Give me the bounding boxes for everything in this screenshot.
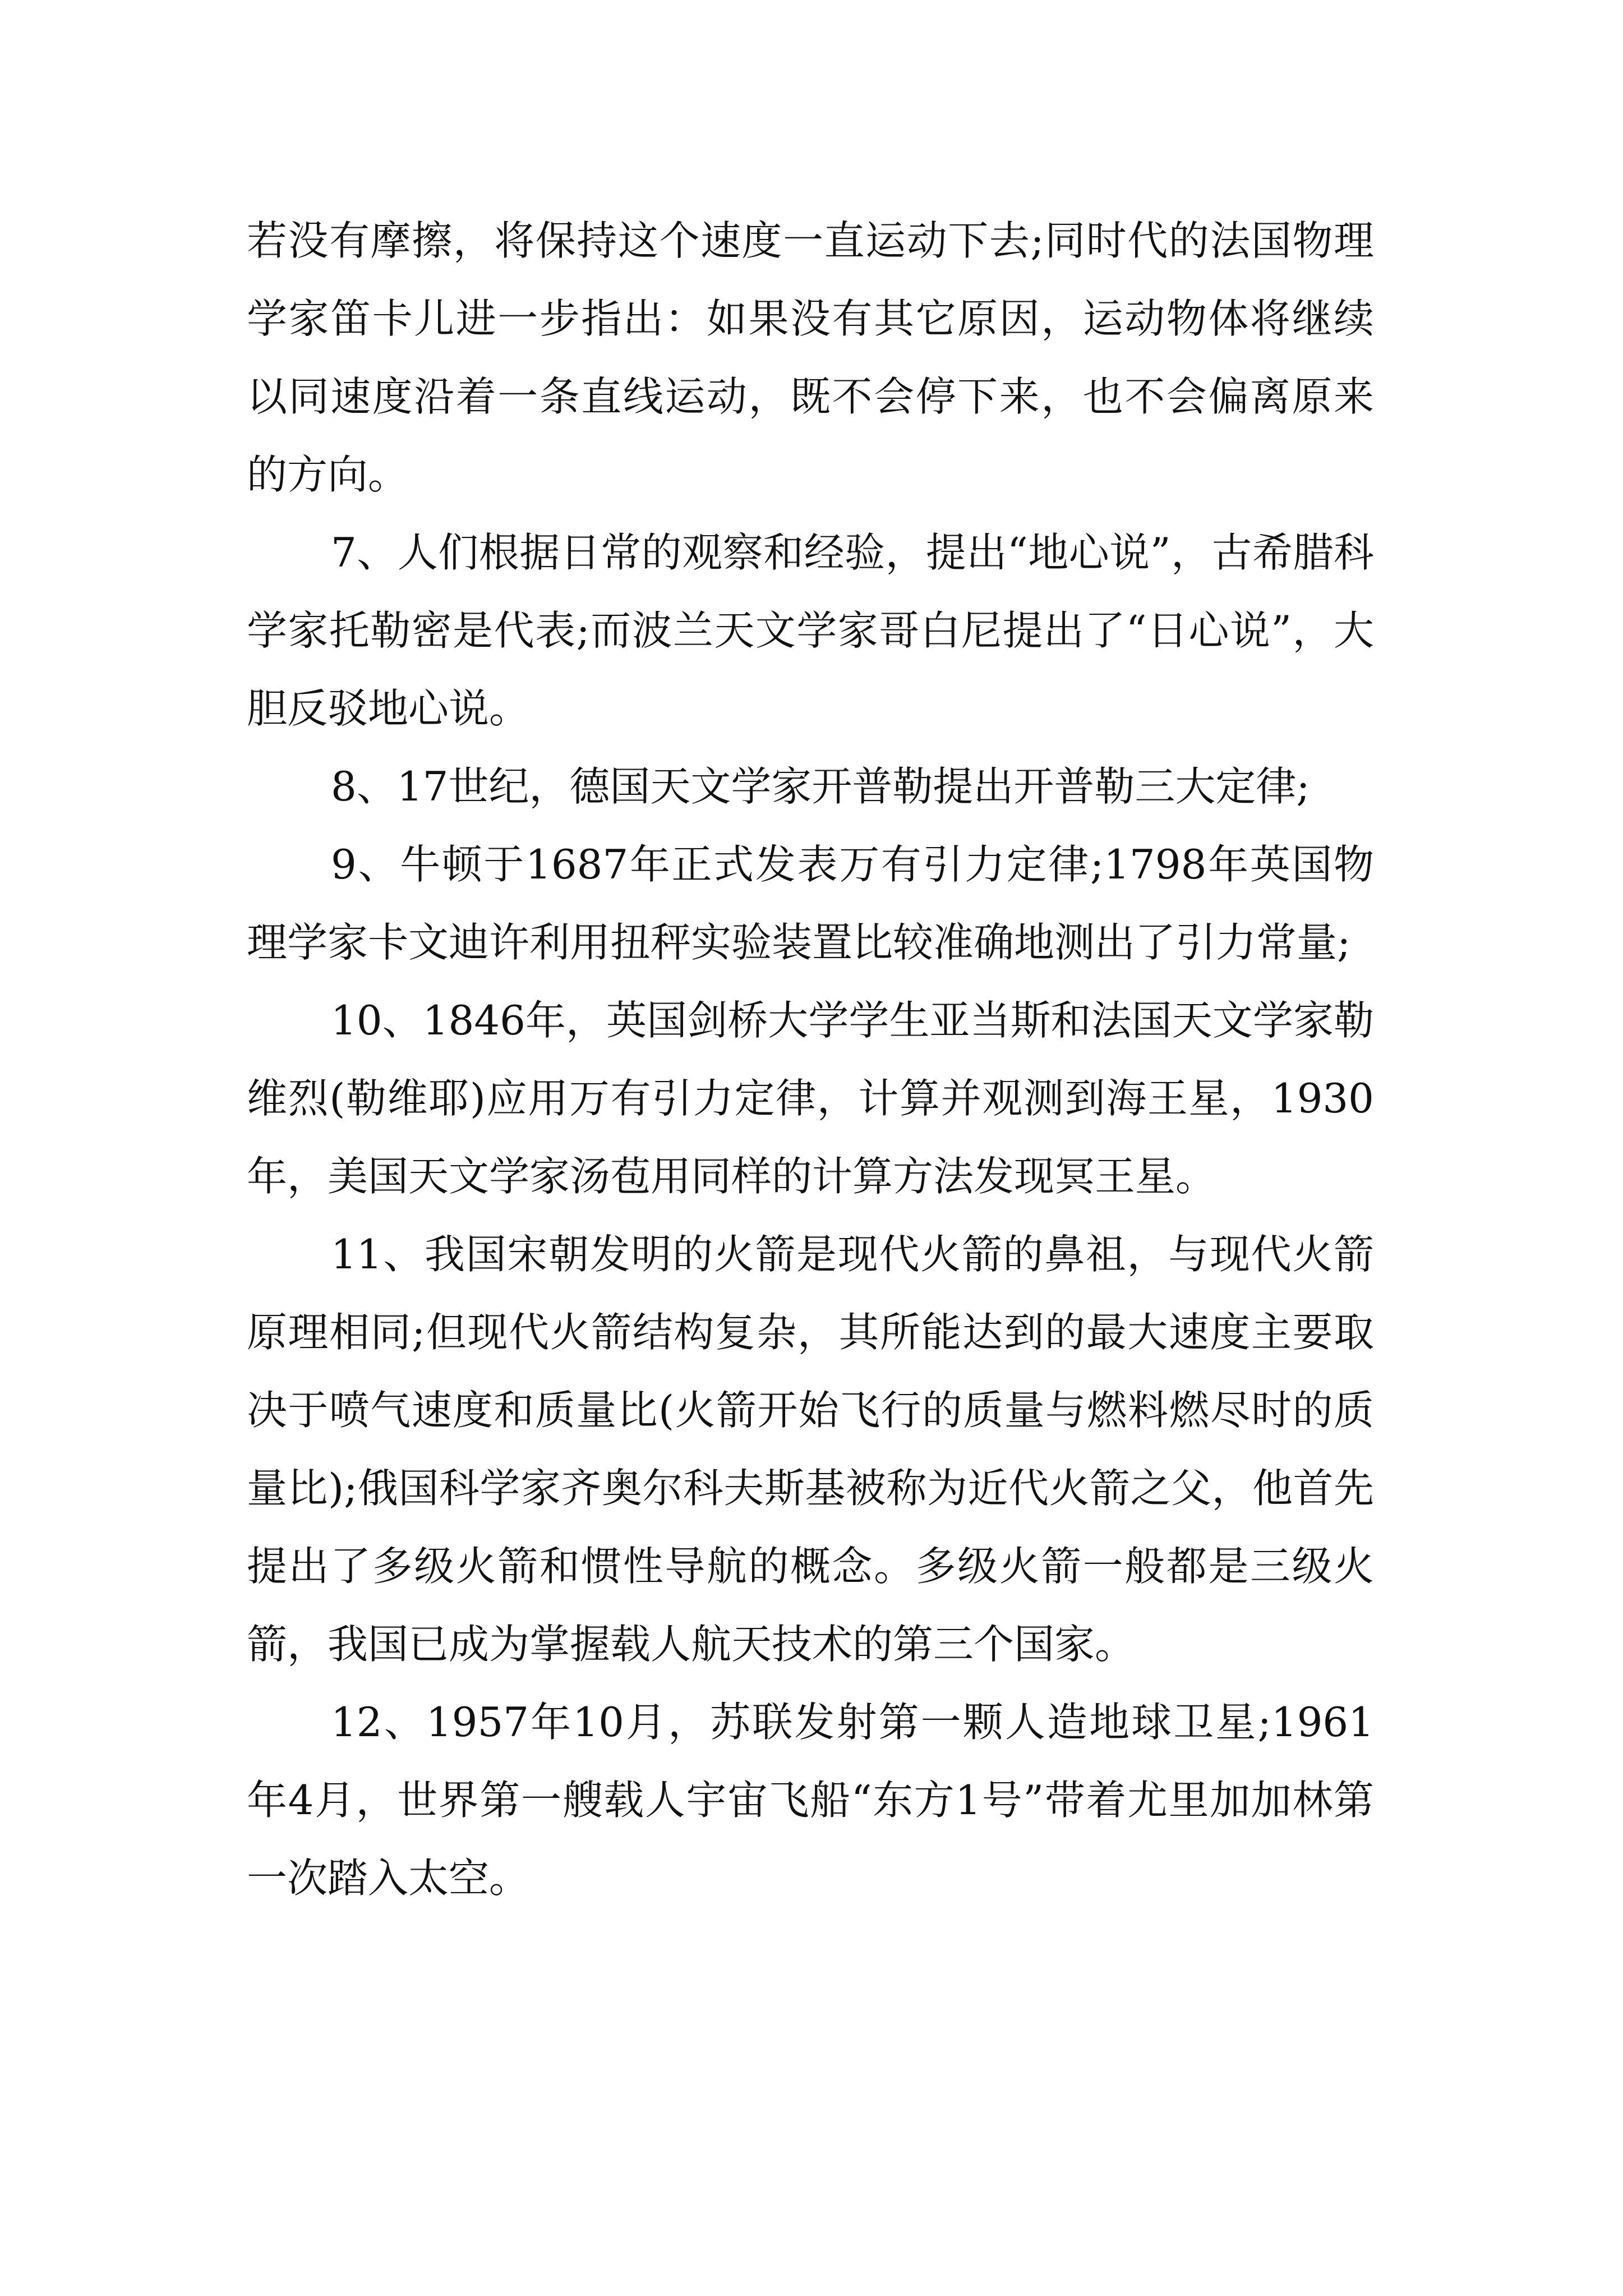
paragraph-item-9: 9、牛顿于1687年正式发表万有引力定律;1798年英国物理学家卡文迪许利用扭秤实验装置比较准确地测出了引力常量;: [247, 841, 1374, 966]
paragraph-item-10: 10、1846年，英国剑桥大学学生亚当斯和法国天文学家勒维烈(勒维耶)应用万有引力定律，计算并观测到海王星，1930年，美国天文学家汤苞用同样的计算方法发现冥王星。: [247, 997, 1374, 1200]
document-body: [247, 202, 1374, 1917]
paragraph-item-7: 7、人们根据日常的观察和经验，提出“地心说”，古希腊科学家托勒密是代表;而波兰天文学家哥白尼提出了“日心说”，大胆反驳地心说。: [247, 529, 1374, 732]
paragraph-item-12: 12、1957年10月，苏联发射第一颗人造地球卫星;1961年4月，世界第一艘载人宇宙飞船“东方1号”带着尤里加加林第一次踏入太空。: [247, 1699, 1374, 1902]
paragraph-continuation: 若没有摩擦，将保持这个速度一直运动下去;同时代的法国物理学家笛卡儿进一步指出：如果没有其它原因，运动物体将继续以同速度沿着一条直线运动，既不会停下来，也不会偏离原来的方向。: [247, 217, 1374, 498]
paragraph-item-8: 8、17世纪，德国天文学家开普勒提出开普勒三大定律;: [331, 763, 1310, 810]
paragraph-item-11: 11、我国宋朝发明的火箭是现代火箭的鼻祖，与现代火箭原理相同;但现代火箭结构复杂，其所能达到的最大速度主要取决于喷气速度和质量比(火箭开始飞行的质量与燃料燃尽时的质量比);俄国科学家齐奥尔科夫斯基被称为近代火箭之父，他首先提出了多级火箭和惯性导航的概念。多级火箭一般都是三级火箭，我国已成为掌握载人航天技术的第三个国家。: [247, 1231, 1374, 1668]
